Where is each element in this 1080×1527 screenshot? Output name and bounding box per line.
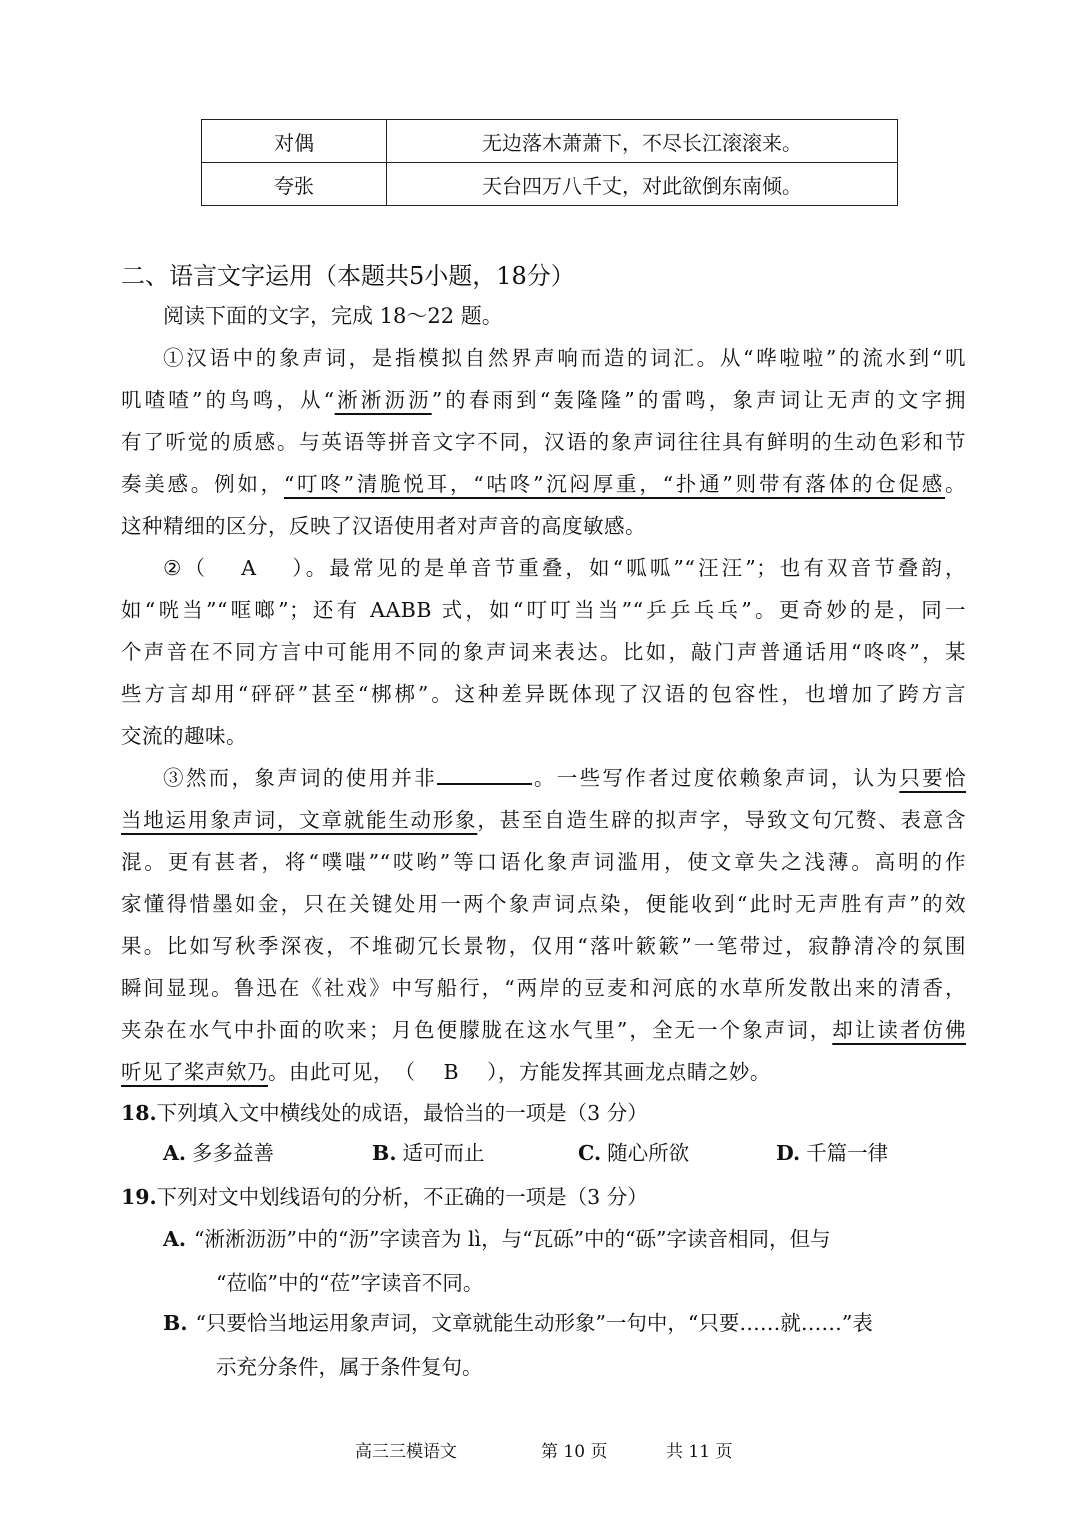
paragraph-2 [121,547,966,757]
option-d[interactable]: D. 千篇一律 [776,1141,889,1165]
paragraph-line: 些方言却用“砰砰”甚至“梆梆”。这种差异既体现了汉语的包容性，也增加了跨方言 [121,682,966,706]
paragraph-line: 果。比如写秋季深夜，不堆砌冗长景物，仅用“落叶簌簌”一笔带过，寂静清冷的氛围 [121,934,966,958]
paragraph-line: 夹杂在水气中扑面的吹来；月色便朦胧在这水气里”，全无一个象声词，却让读者仿佛 [121,1018,967,1042]
underlined-phrase: 只要恰 [899,766,967,790]
underlined-phrase: “叮咚”清脆悦耳，“咕咚”沉闷厚重，“扑通”则带有落体的仓促感 [283,472,946,496]
underlined-phrase: 却让读者仿佛 [832,1018,967,1042]
question-number: 18. [121,1101,157,1125]
paragraph-1 [121,337,966,547]
paragraph-line: 家懂得惜墨如金，只在关键处用一两个象声词点染，便能收到“此时无声胜有声”的效 [121,892,966,916]
rhetoric-table [201,119,898,206]
fill-in-blank [437,763,532,785]
option-a[interactable]: A. “淅淅沥沥”中的“沥”字读音为 lì，与“瓦砾”中的“砾”字读音相同，但与 [163,1227,831,1251]
question-19 [121,1180,648,1210]
underlined-phrase: 当地运用象声词，文章就能生动形象 [121,808,478,832]
paragraph-line: 混。更有甚者，将“噗嗤”“哎哟”等口语化象声词滥用，使文章失之浅薄。高明的作 [121,850,966,874]
footer-total-pages: 共 11 页 [666,1442,733,1462]
paragraph-3 [121,757,966,1093]
option-b-continued: 示充分条件，属于条件复句。 [216,1355,483,1379]
paragraph-line: 交流的趣味。 [121,724,247,748]
option-c[interactable]: C. 随心所欲 [578,1141,690,1165]
paragraph-line: 当地运用象声词，文章就能生动形象，甚至自造生辟的拟声字，导致文句冗赘、表意含 [121,808,967,832]
section-title: 二、语言文字运用（本题共5小题，18分） [121,262,575,290]
paragraph-line: 听见了桨声欸乃。由此可见， （ B ），方能发挥其画龙点睛之妙。 [121,1060,771,1084]
table-cell-example: 无边落木萧萧下，不尽长江滚滚来。 [387,120,898,163]
paragraph-line: 瞬间显现。鲁迅在《社戏》中写船行，“两岸的豆麦和河底的水草所发散出来的清香， [121,976,966,1000]
paragraph-line: 叽喳喳”的鸟鸣，从“淅淅沥沥”的春雨到“轰隆隆”的雷鸣，象声词让无声的文字拥 [121,388,966,412]
question-stem: 下列填入文中横线处的成语，最恰当的一项是（3 分） [156,1101,648,1125]
paragraph-line: 有了听觉的质感。与英语等拼音文字不同，汉语的象声词往往具有鲜明的生动色彩和节 [121,430,966,454]
footer-page-number: 第 10 页 [541,1442,608,1462]
table-row [202,163,898,206]
option-b[interactable]: B. 适可而止 [372,1141,485,1165]
table-row [202,120,898,163]
paragraph-line: 个声音在不同方言中可能用不同的象声词来表达。比如，敲门声普通话用“咚咚”，某 [121,640,966,664]
underlined-phrase: 淅淅沥沥 [334,388,432,412]
table-cell-device: 对偶 [202,120,387,163]
paragraph-line: ③然而，象声词的使用并非 。一些写作者过度依赖象声词，认为只要恰 [121,757,966,799]
question-stem: 下列对文中划线语句的分析，不正确的一项是（3 分） [156,1185,648,1209]
table-cell-device: 夸张 [202,163,387,206]
option-a-continued: “莅临”中的“莅”字读音不同。 [216,1271,484,1295]
paragraph-line: 这种精细的区分，反映了汉语使用者对声音的高度敏感。 [121,514,646,538]
paragraph-line: ①汉语中的象声词，是指模拟自然界声响而造的词汇。从“哗啦啦”的流水到“叽 [163,346,966,370]
paragraph-line: 如“咣当”“哐啷”；还有 AABB 式，如“叮叮当当”“乒乒乓乓”。更奇妙的是，同一 [121,598,966,622]
question-18 [121,1096,648,1126]
footer-subject: 高三三模语文 [355,1442,457,1462]
question-number: 19. [121,1185,157,1209]
option-b[interactable]: B. “只要恰当地运用象声词，文章就能生动形象”一句中，“只要……就……”表 [163,1311,873,1335]
option-a[interactable]: A. 多多益善 [163,1141,275,1165]
paragraph-line: ②（ A ）。最常见的是单音节重叠，如“呱呱”“汪汪”；也有双音节叠韵， [163,556,966,580]
underlined-phrase: 听见了桨声欸乃 [121,1060,268,1084]
table-cell-example: 天台四万八千丈，对此欲倒东南倾。 [387,163,898,206]
paragraph-line: 奏美感。例如，“叮咚”清脆悦耳，“咕咚”沉闷厚重，“扑通”则带有落体的仓促感。 [121,472,967,496]
reading-instruction: 阅读下面的文字，完成 18～22 题。 [163,304,503,328]
